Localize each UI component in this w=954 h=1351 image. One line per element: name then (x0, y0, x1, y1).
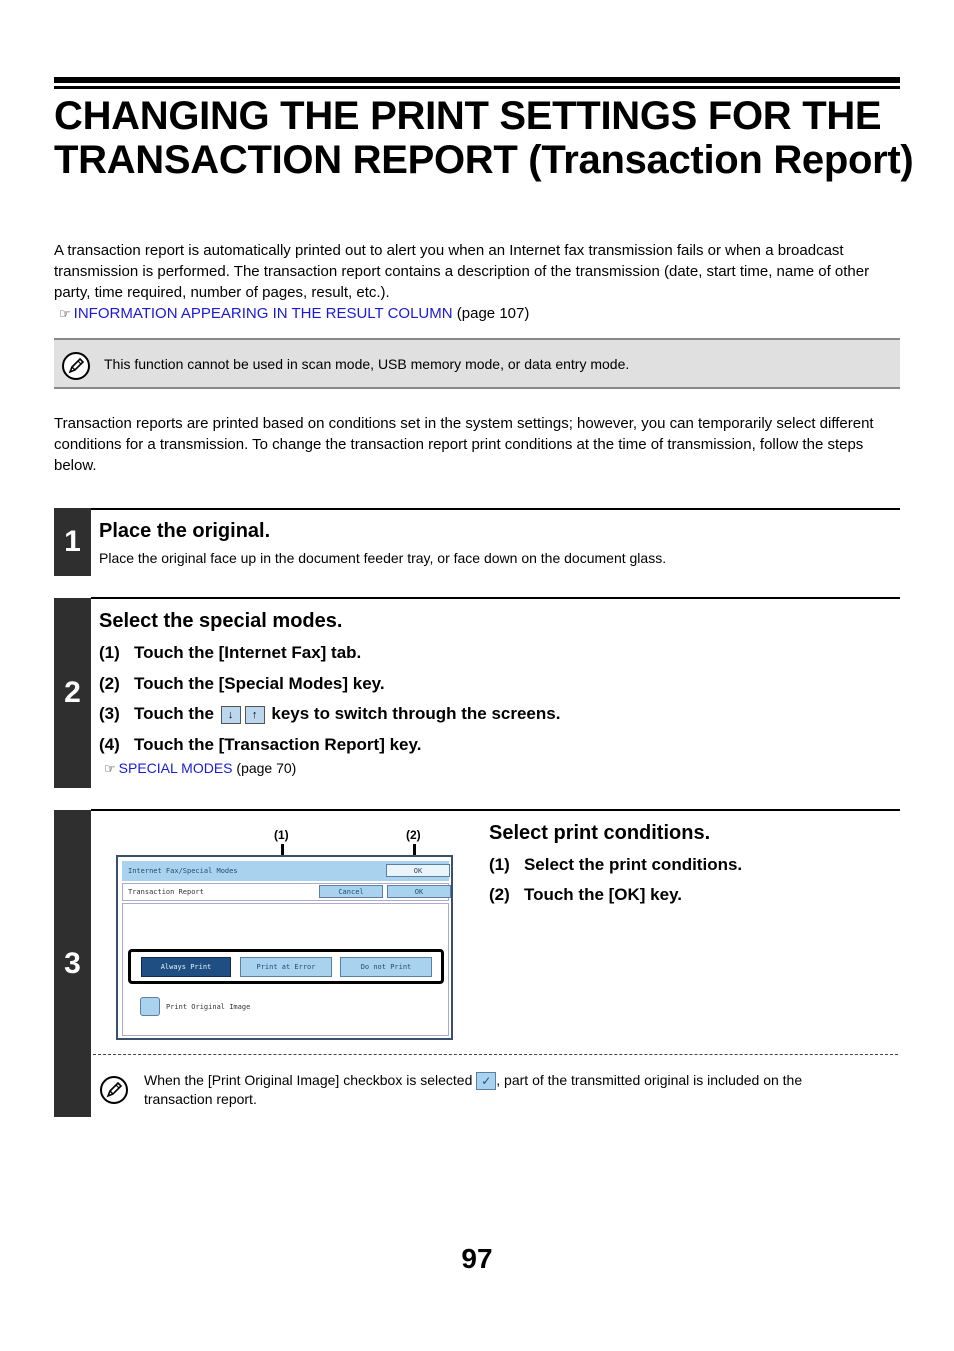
substep-text: Touch the [Internet Fax] tab. (133, 643, 362, 662)
arrow-down-key-icon: ↓ (221, 706, 241, 724)
arrow-up-key-icon: ↑ (245, 706, 265, 724)
step-2-substep-4 (99, 735, 421, 755)
screen-ok-top-button[interactable]: OK (386, 864, 450, 877)
reference-hand-icon: ☞ (59, 306, 71, 321)
device-screen (116, 855, 453, 1040)
title-rule-thick (54, 77, 900, 83)
intro-text: A transaction report is automatically printed out to alert you when an Internet fax transmission fails or when a broadcast transmission is performed. The transaction report contains a description of the transmission (date, start time, name of other party, time required, number of pages, result, etc.). (54, 242, 870, 301)
callout-1-label: (1) (274, 828, 289, 842)
step-2-ref-page: (page 70) (236, 760, 297, 776)
step-1-rule (91, 508, 900, 510)
step-1-heading: Place the original. (99, 520, 271, 542)
step-3-rule (91, 809, 900, 811)
substep-text: Touch the [Special Modes] key. (133, 674, 385, 693)
page-number: 97 (461, 1243, 493, 1274)
title-rule-thin (54, 86, 900, 89)
substep-number: (1) (489, 855, 510, 874)
do-not-print-button[interactable]: Do not Print (340, 957, 432, 977)
step-2-heading: Select the special modes. (99, 610, 343, 632)
result-column-link[interactable]: INFORMATION APPEARING IN THE RESULT COLUMN (73, 305, 453, 322)
always-print-button[interactable]: Always Print (141, 957, 231, 977)
substep-text-post: keys to switch through the screens. (271, 704, 561, 723)
substep-number: (1) (99, 643, 120, 662)
substep-number: (2) (489, 885, 510, 904)
step-2-substep-1 (99, 643, 361, 663)
substep-number: (2) (99, 674, 120, 693)
print-original-image-label: Print Original Image (166, 1003, 251, 1011)
screen-subtitle: Transaction Report (128, 888, 204, 896)
step-3-note (144, 1071, 864, 1109)
screen-title-bar (122, 861, 449, 881)
step-3-substep-2 (489, 885, 682, 905)
step-3-heading: Select print conditions. (489, 822, 711, 844)
page-title: CHANGING THE PRINT SETTINGS FOR THE TRANSACTION REPORT (Transaction Report) (54, 94, 914, 182)
intro-paragraph (54, 240, 904, 324)
note-box (54, 338, 900, 389)
checkmark-icon: ✓ (476, 1072, 496, 1090)
step-3-substep-1 (489, 855, 742, 875)
substep-number: (3) (99, 704, 120, 723)
reference-hand-icon: ☞ (104, 761, 116, 776)
step-2-substep-2 (99, 674, 385, 694)
screen-title: Internet Fax/Special Modes (128, 867, 238, 875)
body-paragraph: Transaction reports are printed based on conditions set in the system settings; however, you can temporarily select different conditions for a transmission. To change the transaction report print conditions at the time of transmission, follow the steps below. (54, 415, 874, 474)
screen-cancel-button[interactable]: Cancel (319, 885, 383, 898)
print-at-error-button[interactable]: Print at Error (240, 957, 332, 977)
substep-text: Select the print conditions. (523, 855, 743, 874)
print-original-image-checkbox[interactable] (140, 997, 160, 1016)
screen-ok-button[interactable]: OK (387, 885, 451, 898)
substep-text: Touch the [OK] key. (523, 885, 682, 904)
dashed-separator (93, 1054, 898, 1055)
step-1-number: 1 (54, 508, 91, 576)
step-2-number: 2 (54, 598, 91, 788)
step-2-substep-3 (99, 704, 560, 724)
substep-number: (4) (99, 735, 120, 754)
note-text: This function cannot be used in scan mode, USB memory mode, or data entry mode. (104, 356, 630, 372)
step-3-number: 3 (54, 810, 91, 1117)
screen-subtitle-bar (122, 883, 449, 901)
pencil-note-icon (61, 351, 91, 381)
step-3-note-pre: When the [Print Original Image] checkbox is selected (144, 1072, 473, 1088)
step-3-note-post: , part of the transmitted original is included on the transaction report. (144, 1072, 803, 1108)
step-1-text: Place the original face up in the document feeder tray, or face down on the document glass. (99, 550, 667, 566)
intro-ref-page: (page 107) (456, 305, 530, 322)
substep-text-pre: Touch the (133, 704, 214, 723)
step-2-reference (104, 760, 296, 777)
step-2-rule (91, 597, 900, 599)
pencil-note-icon (99, 1075, 129, 1105)
substep-text: Touch the [Transaction Report] key. (133, 735, 422, 754)
special-modes-link[interactable]: SPECIAL MODES (118, 760, 233, 776)
callout-2-label: (2) (406, 828, 421, 842)
